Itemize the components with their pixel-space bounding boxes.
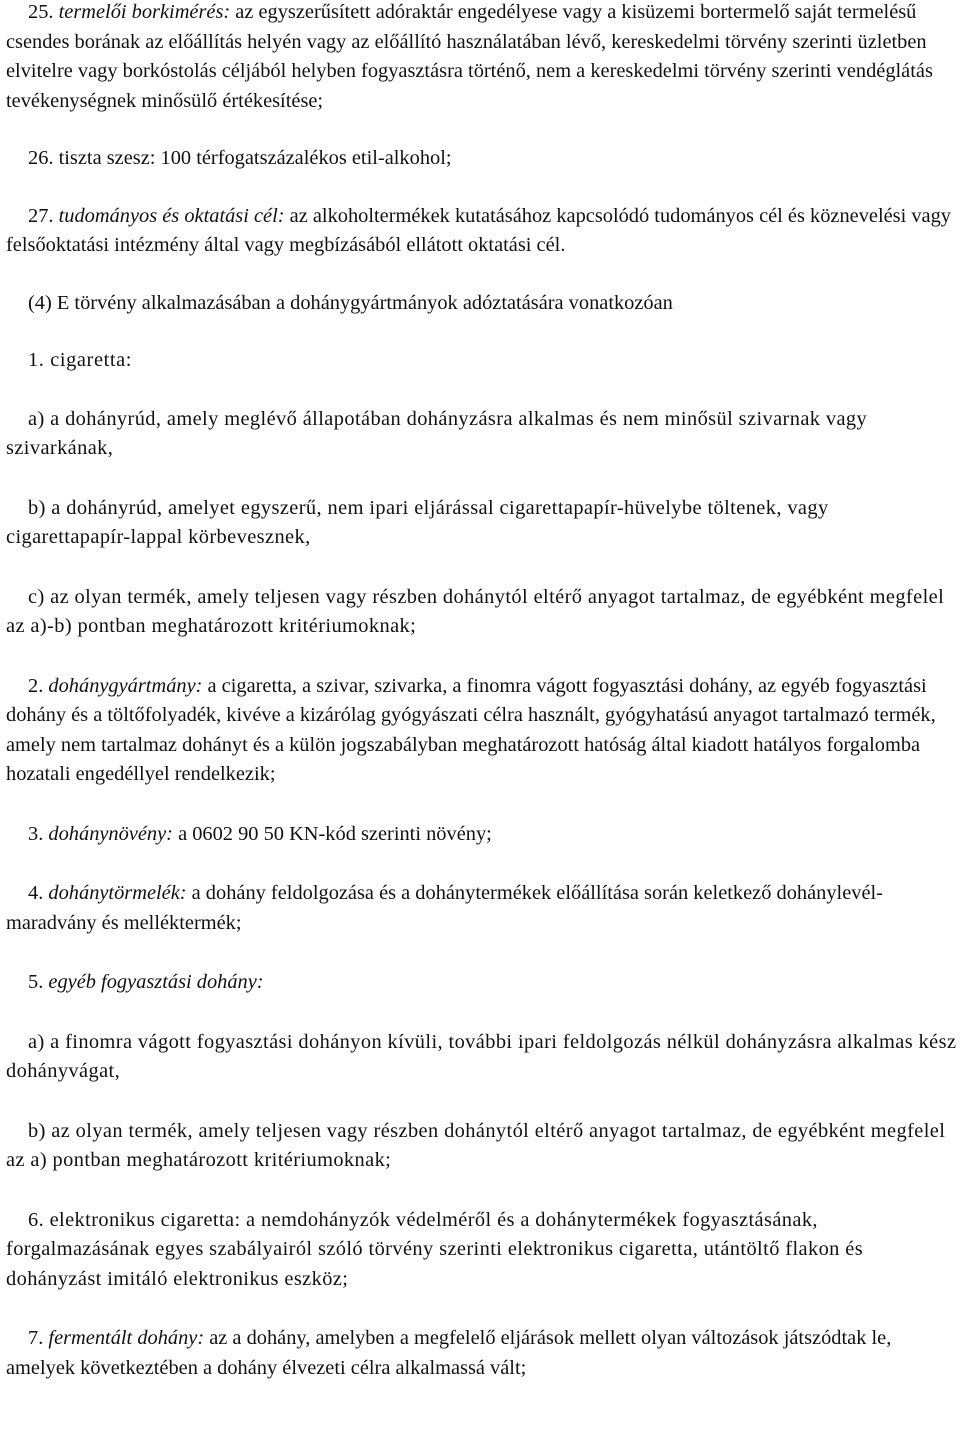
defined-term: egyéb fogyasztási dohány: (48, 971, 264, 993)
definition-5 (6, 968, 958, 998)
sub-item-text: c) az olyan termék, amely teljesen vagy részben dohánytól eltérő anyagot tartalmaz, de egyébként megfelel az a)-b) pontban meghatározott kritériumoknak; (6, 585, 945, 637)
definition-26 (6, 144, 958, 174)
definition-5-a (6, 1028, 958, 1087)
definition-text: az alkoholtermékek kutatásához kapcsolódó tudományos cél és köznevelési vagy felsőoktatási intézmény által vagy megbízásából ellátott oktatási cél. (6, 204, 952, 256)
item-number: 1. (28, 349, 45, 371)
defined-term: dohánytörmelék: (48, 882, 187, 904)
definition-1 (6, 346, 958, 376)
definition-1-a (6, 405, 958, 464)
definition-text: elektronikus cigaretta: a nemdohányzók védelméről és a dohánytermékek fogyasztásának, forgalmazásának egyes szabályairól szóló törvény szerinti elektronikus cigaretta, utántöltő flakon és dohányzást imitáló elektronikus eszköz; (6, 1208, 864, 1290)
defined-term: termelői borkimérés: (58, 1, 231, 23)
item-number: 4. (28, 882, 44, 904)
defined-term: fermentált dohány: (48, 1327, 205, 1349)
definition-3 (6, 820, 958, 850)
defined-term: tudományos és oktatási cél: (58, 204, 285, 227)
defined-term: cigaretta: (44, 349, 133, 371)
item-number: 27. (28, 204, 54, 227)
definition-27 (6, 202, 958, 261)
sub-item-text: a) a dohányrúd, amely meglévő állapotában dohányzásra alkalmas és nem minősül szivarnak vagy szivarkának, (6, 407, 868, 459)
item-number: 3. (28, 822, 44, 845)
sub-item-text: a) a finomra vágott fogyasztási dohányon kívüli, további ipari feldolgozás nélkül dohányzásra alkalmas kész dohányvágat, (6, 1030, 957, 1082)
definition-6 (6, 1206, 958, 1295)
definition-text: az egyszerűsített adóraktár engedélyese vagy a kisüzemi bortermelő saját termelésű csendes borának az előállítás helyén vagy az előállító használatában lévő, kereskedelmi törvény szerinti üzletben elvitelre vagy borkóstolás céljából helyben fogyasztásra történő, nem a kereskedelmi törvény szerinti vendéglátás tevékenységnek minősülő értékesítése; (6, 1, 933, 112)
document-page (6, 0, 958, 1383)
defined-term: dohánynövény: (48, 822, 173, 845)
sub-item-text: b) a dohányrúd, amelyet egyszerű, nem ipari eljárással cigarettapapír-hüvelybe töltenek, vagy cigarettapapír-lappal körbevesznek, (6, 496, 829, 548)
definition-text: a 0602 90 50 KN-kód szerinti növény; (172, 822, 492, 845)
definition-text: a cigaretta, a szivar, szivarka, a finomra vágott fogyasztási dohány, az egyéb fogyasztási dohány és a töltőfolyadék, kivéve a kizárólag gyógyászati célra használt, gyógyhatású anyagot tartalmazó termék, amely nem tartalmaz dohányt és a külön jogszabályban meghatározott hatóság által kiadott hatályos forgalomba hozatali engedéllyel rendelkezik; (6, 674, 936, 785)
section-4-intro (6, 289, 958, 319)
item-number: 2. (28, 674, 44, 697)
definition-7 (6, 1324, 958, 1383)
item-number: 6. (28, 1208, 45, 1231)
definition-text: a dohány feldolgozása és a dohánytermékek előállítása során keletkező dohánylevél-maradvány és melléktermék; (6, 882, 883, 934)
definition-4 (6, 879, 958, 938)
item-number: 7. (28, 1327, 44, 1349)
section-text: (4) E törvény alkalmazásában a dohánygyártmányok adóztatására vonatkozóan (28, 291, 673, 314)
sub-item-text: b) az olyan termék, amely teljesen vagy részben dohánytól eltérő anyagot tartalmaz, de egyébként megfelel az a) pontban meghatározott kritériumoknak; (6, 1119, 946, 1171)
definition-1-c (6, 583, 958, 642)
item-number: 5. (28, 971, 44, 993)
definition-text: tiszta szesz: 100 térfogatszázalékos etil-alkohol; (53, 147, 452, 169)
definition-text: az a dohány, amelyben a megfelelő eljárások mellett olyan változások játszódtak le, amelyek következtében a dohány élvezeti célra alkalmassá vált; (6, 1327, 892, 1379)
item-number: 25. (28, 1, 54, 23)
definition-2 (6, 672, 958, 790)
definition-25 (6, 0, 958, 116)
defined-term: dohánygyártmány: (48, 674, 203, 697)
definition-1-b (6, 494, 958, 553)
definition-5-b (6, 1117, 958, 1176)
item-number: 26. (28, 147, 54, 169)
